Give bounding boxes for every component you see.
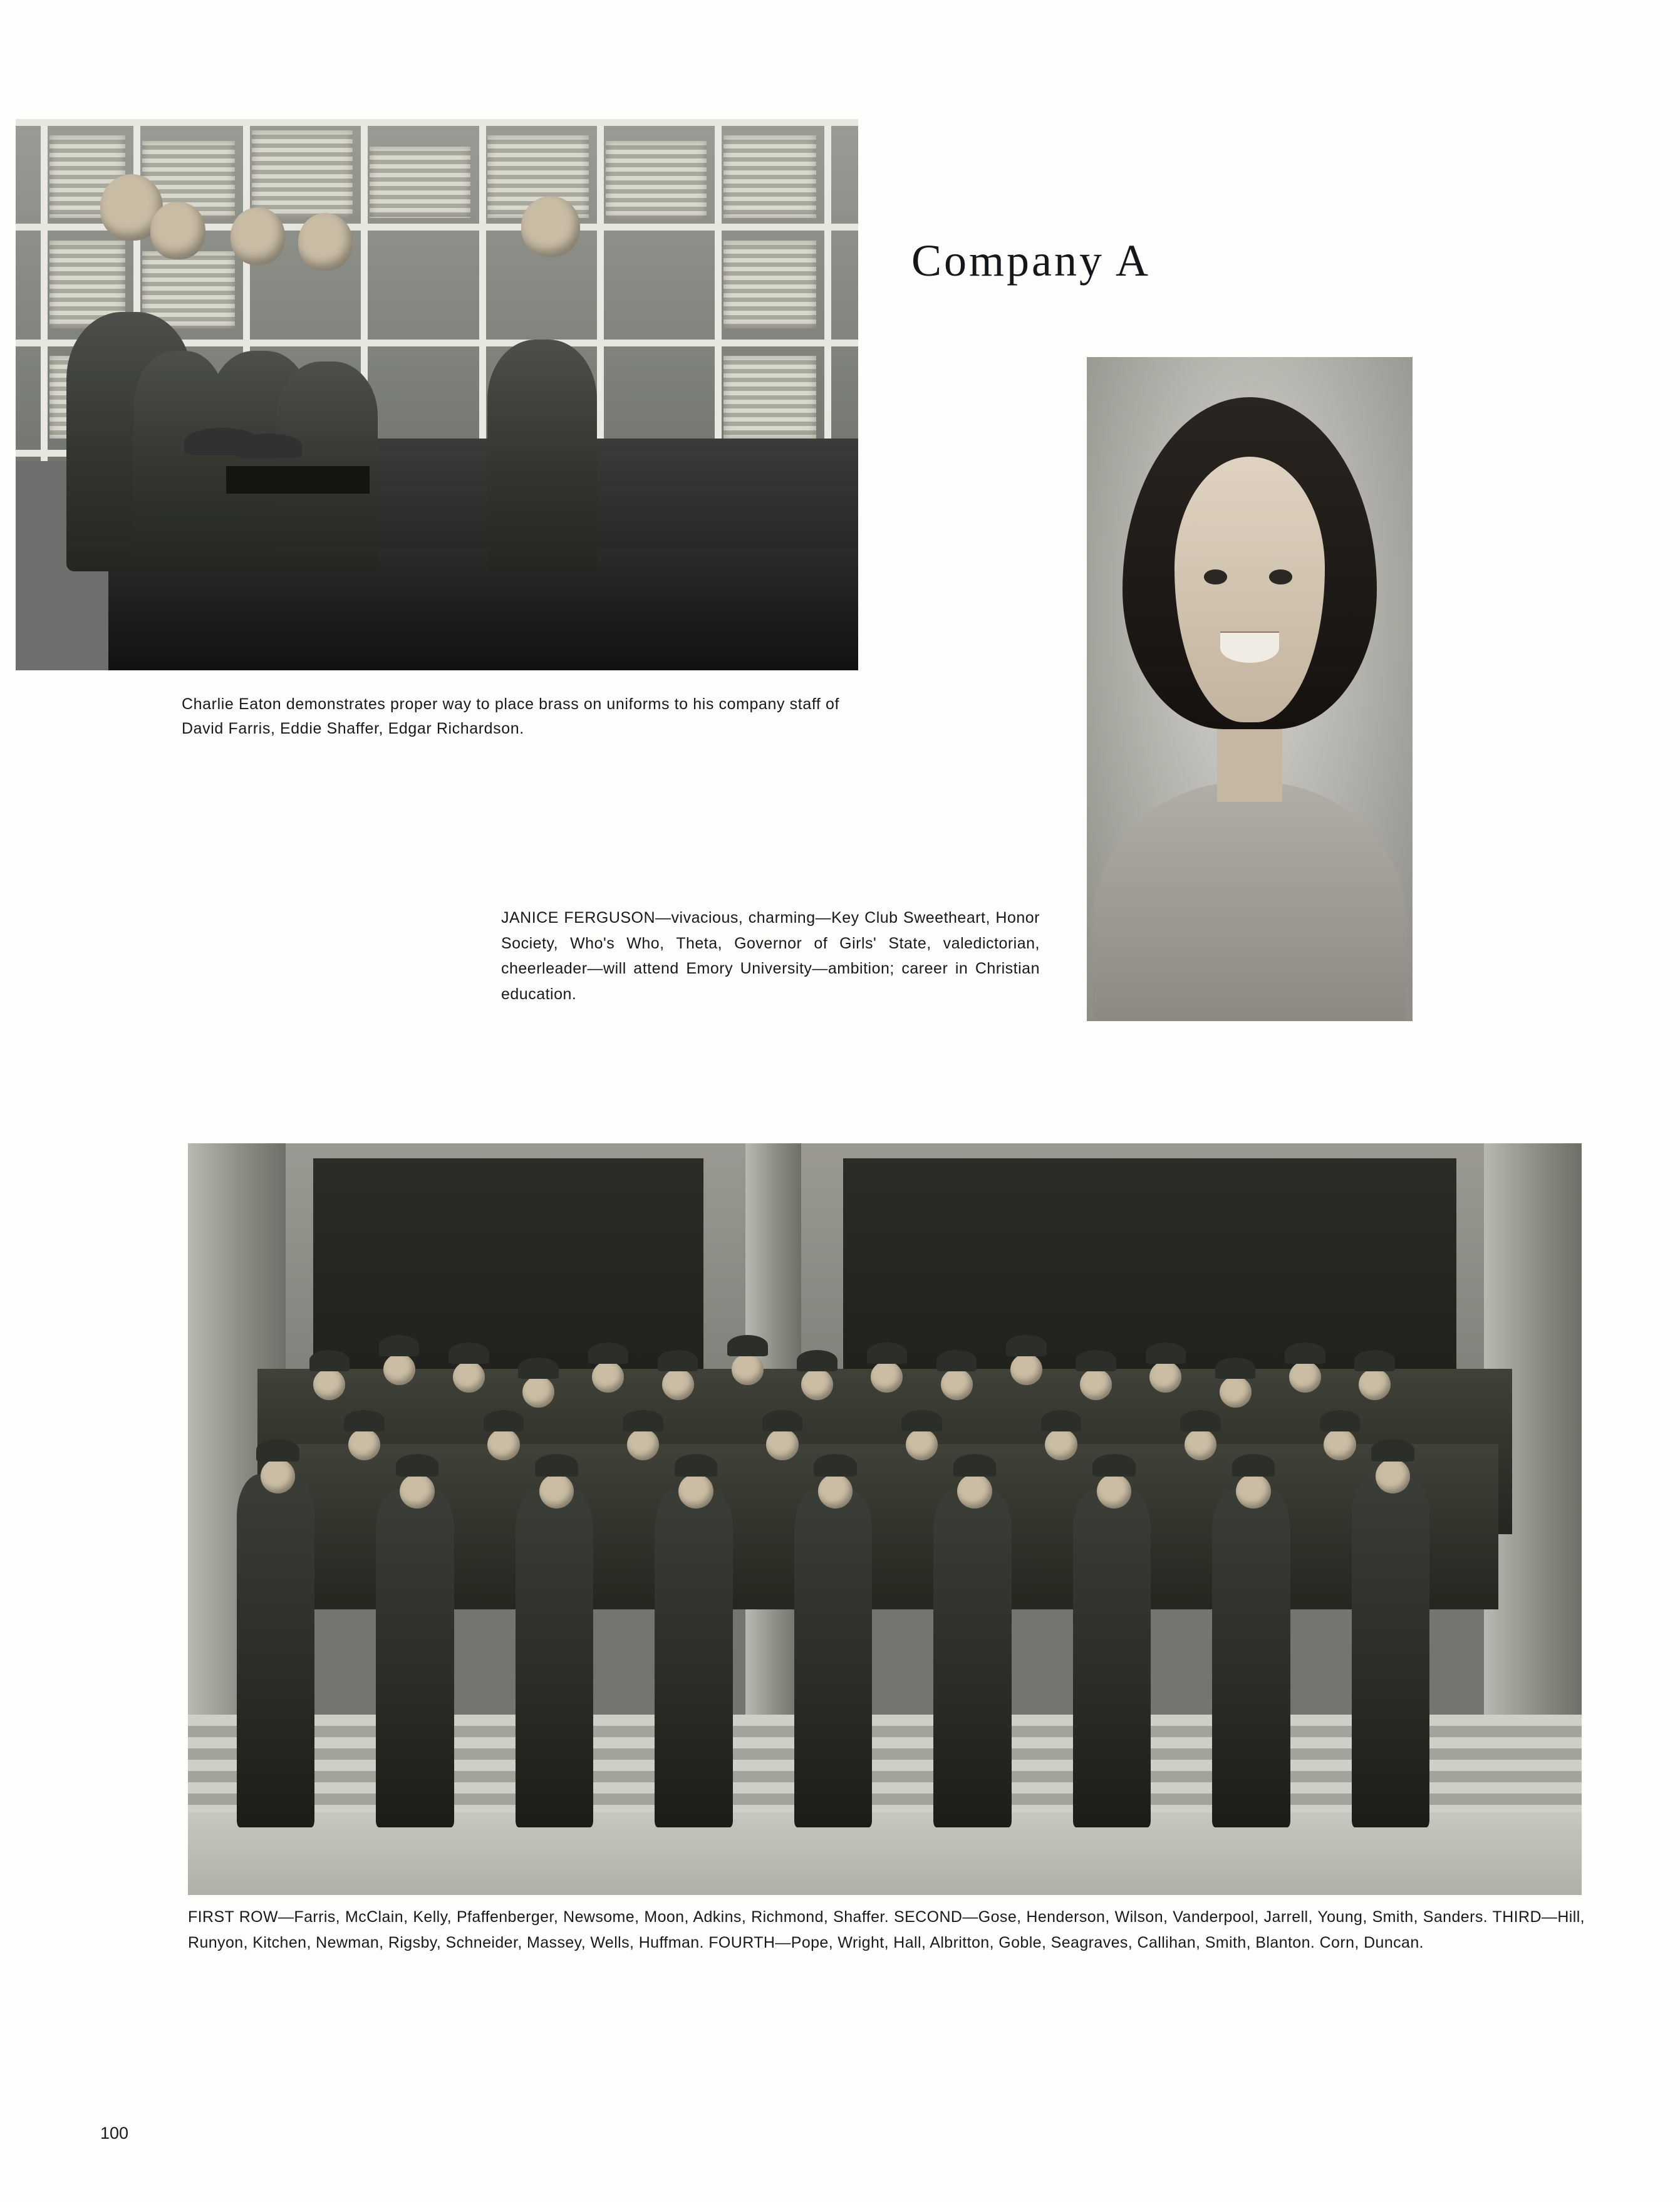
group-photo-caption: FIRST ROW—Farris, McClain, Kelly, Pfaffenberger, Newsome, Moon, Adkins, Richmond, Shaffer. SECOND—Gose, Henderson, Wilson, Vanderpool, Jarrell, Young, Smith, Sanders. THIRD—Hill, Runyon, Kitchen, Newman, Rigsby, Schneider, Massey, Wells, Huffman. FOURTH—Pope, Wright, Hall, Albritton, Goble, Seagraves, Callihan, Smith, Blanton. Corn, Duncan. bbox=[188, 1908, 1585, 1951]
page-title: Company A bbox=[911, 236, 1151, 286]
sweetheart-portrait-photo bbox=[1087, 357, 1413, 1021]
page-number: 100 bbox=[100, 2124, 129, 2142]
company-a-group-photo bbox=[188, 1143, 1582, 1895]
supply-room-photo-caption: Charlie Eaton demonstrates proper way to place brass on uniforms to his company staff of David Farris, Eddie Shaffer, Edgar Richardson. bbox=[182, 695, 840, 737]
supply-room-photo bbox=[16, 119, 858, 670]
sweetheart-caption: JANICE FERGUSON—vivacious, charming—Key Club Sweetheart, Honor Society, Who's Who, Theta, Governor of Girls' State, valedictorian, cheerleader—will attend Emory University—ambition; career in Christian education. bbox=[501, 909, 1040, 1003]
